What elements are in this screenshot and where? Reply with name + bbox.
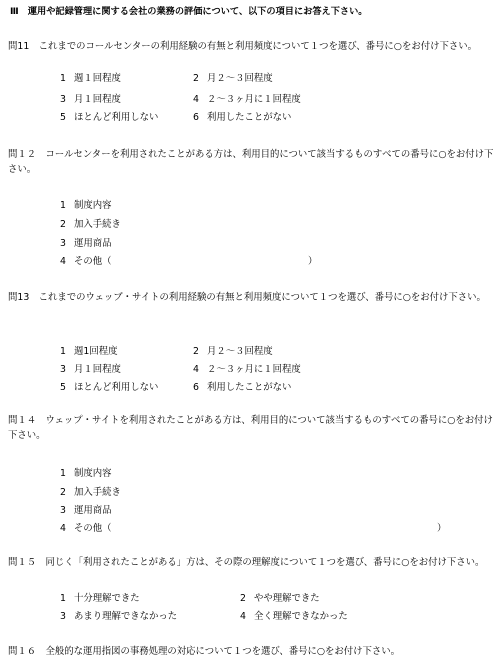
option-label: 全く理解できなかった (254, 611, 348, 622)
option-number: 3 (60, 611, 66, 622)
option-number: 4 (193, 364, 199, 375)
q14-option-4 (60, 522, 112, 535)
q13-option-4 (193, 363, 301, 376)
q11-option-4 (193, 93, 301, 106)
question-16: 問１６ 全般的な運用指図の事務処理の対応について１つを選び、番号に○をお付け下さい。 (8, 646, 400, 657)
option-label: ２〜３ヶ月に１回程度 (207, 94, 301, 105)
question-15: 問１５ 同じく「利用されたことがある」方は、その際の理解度について１つを選び、番号に○をお付け下さい。 (8, 557, 485, 568)
q13-option-2 (193, 345, 273, 358)
question-11: 問11 これまでのコールセンターの利用経験の有無と利用頻度について１つを選び、番号に○をお付け下さい。 (8, 41, 477, 52)
option-label: 加入手続き (74, 487, 121, 498)
q11-option-1 (60, 72, 121, 85)
option-label: 利用したことがない (207, 382, 292, 393)
q15-option-4 (240, 610, 348, 623)
q13-option-5 (60, 381, 158, 394)
option-number: 6 (193, 112, 199, 123)
option-number: 4 (60, 256, 66, 267)
q11-option-3 (60, 93, 121, 106)
q14-option-3 (60, 504, 112, 517)
q11-option-6 (193, 111, 291, 124)
option-number: 1 (60, 468, 66, 479)
option-label: 月２〜３回程度 (207, 346, 273, 357)
q13-option-6 (193, 381, 291, 394)
option-label: 利用したことがない (207, 112, 292, 123)
q11-option-5 (60, 111, 158, 124)
option-label: あまり理解できなかった (74, 611, 178, 622)
option-label: 制度内容 (74, 468, 112, 479)
option-number: 4 (240, 611, 246, 622)
q13-option-1 (60, 345, 117, 358)
option-label: その他（ (74, 523, 112, 534)
option-label: ほとんど利用しない (74, 112, 159, 123)
q15-option-2 (240, 592, 320, 605)
q15-option-3 (60, 610, 177, 623)
option-label: 週1回程度 (74, 346, 118, 357)
q12-option-3 (60, 237, 112, 250)
option-number: 2 (240, 593, 246, 604)
option-number: 1 (60, 73, 66, 84)
q14-option-1 (60, 467, 112, 480)
question-13: 問13 これまでのウェッブ・サイトの利用経験の有無と利用頻度について１つを選び、番号に○をお付け下さい。 (8, 292, 486, 303)
option-number: 3 (60, 94, 66, 105)
option-number: 5 (60, 382, 66, 393)
q11-option-2 (193, 72, 273, 85)
option-label: ほとんど利用しない (74, 382, 159, 393)
q12-close-paren: ） (308, 256, 318, 267)
q15-option-1 (60, 592, 140, 605)
option-number: 2 (193, 346, 199, 357)
option-number: 4 (193, 94, 199, 105)
q12-option-1 (60, 199, 112, 212)
question-12: 問１２ コールセンターを利用されたことがある方は、利用目的について該当するものすべての番号に○をお付け下さい。 (8, 149, 494, 175)
option-label: 制度内容 (74, 200, 112, 211)
option-number: 3 (60, 238, 66, 249)
option-number: 4 (60, 523, 66, 534)
option-label: ２〜３ヶ月に１回程度 (207, 364, 301, 375)
option-label: 月２〜３回程度 (207, 73, 273, 84)
question-14: 問１４ ウェップ・サイトを利用されたことがある方は、利用目的について該当するものすべての番号に○をお付け下さい。 (8, 415, 493, 441)
q14-option-2 (60, 486, 121, 499)
option-number: 5 (60, 112, 66, 123)
option-label: 十分理解できた (74, 593, 140, 604)
q13-option-3 (60, 363, 121, 376)
q12-option-4 (60, 255, 112, 268)
q12-option-2 (60, 218, 121, 231)
option-label: 運用商品 (74, 505, 112, 516)
option-number: 1 (60, 593, 66, 604)
option-label: その他（ (74, 256, 112, 267)
option-label: やや理解できた (254, 593, 320, 604)
option-number: 3 (60, 364, 66, 375)
section-header: Ⅲ 運用や記録管理に関する会社の業務の評価について、以下の項目にお答え下さい。 (10, 6, 368, 17)
option-number: 6 (193, 382, 199, 393)
option-number: 1 (60, 200, 66, 211)
option-number: 2 (60, 487, 66, 498)
q14-close-paren: ） (437, 523, 447, 534)
option-number: 1 (60, 346, 66, 357)
option-number: 2 (60, 219, 66, 230)
option-label: 月１回程度 (74, 364, 121, 375)
option-label: 週１回程度 (74, 73, 121, 84)
option-label: 月１回程度 (74, 94, 121, 105)
option-label: 運用商品 (74, 238, 112, 249)
option-label: 加入手続き (74, 219, 121, 230)
option-number: 2 (193, 73, 199, 84)
option-number: 3 (60, 505, 66, 516)
